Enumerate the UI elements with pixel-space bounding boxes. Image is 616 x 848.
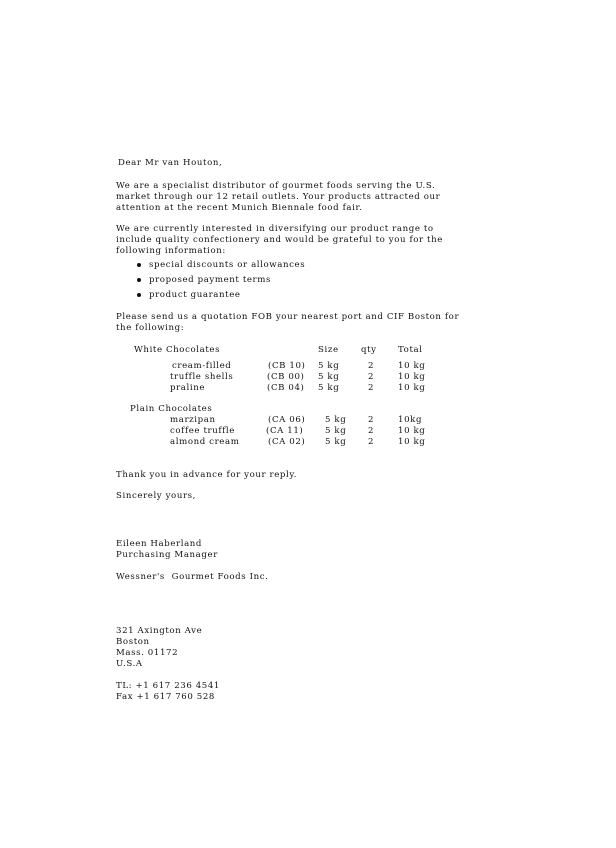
product-qty: 2 bbox=[368, 372, 375, 382]
bullet-item: product guarantee bbox=[149, 290, 241, 300]
product-total: 10kg bbox=[398, 415, 423, 425]
product-name: cream-filled bbox=[172, 361, 232, 371]
product-name: marzipan bbox=[170, 415, 216, 425]
paragraph-intro-line-2: market through our 12 retail outlets. Your products attracted our bbox=[116, 192, 441, 202]
product-qty: 2 bbox=[368, 361, 375, 371]
bullet-item: proposed payment terms bbox=[149, 275, 272, 285]
product-total: 10 kg bbox=[398, 383, 426, 393]
column-header-product: White Chocolates bbox=[134, 345, 221, 355]
column-header-qty: qty bbox=[361, 345, 377, 355]
table-row bbox=[0, 383, 616, 394]
table-header-row bbox=[0, 345, 616, 356]
closing: Sincerely yours, bbox=[116, 491, 197, 501]
paragraph-interest-line-3: following information: bbox=[116, 246, 226, 256]
thanks-line: Thank you in advance for your reply. bbox=[116, 470, 298, 480]
product-size: 5 kg bbox=[318, 372, 340, 382]
paragraph-quotation-line-2: the following: bbox=[116, 323, 185, 333]
column-header-total: Total bbox=[398, 345, 423, 355]
product-code: (CA 11) bbox=[266, 426, 304, 436]
table-row bbox=[0, 372, 616, 383]
product-total: 10 kg bbox=[398, 361, 426, 371]
signer-title: Purchasing Manager bbox=[116, 550, 218, 560]
product-name: almond cream bbox=[170, 437, 240, 447]
product-size: 5 kg bbox=[318, 383, 340, 393]
signer-name: Eileen Haberland bbox=[116, 539, 203, 549]
address-line: Boston bbox=[116, 637, 150, 647]
product-name: truffle shells bbox=[170, 372, 234, 382]
paragraph-intro-line-1: We are a specialist distributor of gourmet foods serving the U.S. bbox=[116, 181, 436, 191]
product-total: 10 kg bbox=[398, 426, 426, 436]
product-code: (CA 06) bbox=[268, 415, 306, 425]
bullet-icon bbox=[137, 278, 141, 282]
table-row bbox=[0, 415, 616, 426]
product-size: 5 kg bbox=[325, 426, 347, 436]
product-code: (CB 00) bbox=[267, 372, 305, 382]
paragraph-interest-line-1: We are currently interested in diversifying our product range to bbox=[116, 224, 434, 234]
product-code: (CB 04) bbox=[267, 383, 305, 393]
product-size: 5 kg bbox=[325, 437, 347, 447]
product-qty: 2 bbox=[368, 437, 375, 447]
bullet-item: special discounts or allowances bbox=[149, 260, 306, 270]
product-name: coffee truffle bbox=[170, 426, 235, 436]
paragraph-quotation-line-1: Please send us a quotation FOB your nearest port and CIF Boston for bbox=[116, 312, 460, 322]
address-line: U.S.A bbox=[116, 659, 143, 669]
company-name: Wessner's Gourmet Foods Inc. bbox=[116, 572, 269, 582]
product-qty: 2 bbox=[368, 415, 375, 425]
address-line: Mass. 01172 bbox=[116, 648, 179, 658]
table-row bbox=[0, 426, 616, 437]
product-qty: 2 bbox=[368, 383, 375, 393]
paragraph-intro-line-3: attention at the recent Munich Biennale food fair. bbox=[116, 203, 363, 213]
column-header-size: Size bbox=[318, 345, 339, 355]
table-row bbox=[0, 361, 616, 372]
product-code: (CB 10) bbox=[268, 361, 306, 371]
bullet-icon bbox=[137, 263, 141, 267]
paragraph-interest-line-2: include quality confectionery and would be grateful to you for the bbox=[116, 235, 443, 245]
product-code: (CA 02) bbox=[268, 437, 306, 447]
table-row bbox=[0, 437, 616, 448]
product-name: praline bbox=[170, 383, 206, 393]
product-size: 5 kg bbox=[318, 361, 340, 371]
fax-number: Fax +1 617 760 528 bbox=[116, 692, 215, 702]
product-qty: 2 bbox=[368, 426, 375, 436]
address-line: 321 Axington Ave bbox=[116, 626, 203, 636]
salutation: Dear Mr van Houton, bbox=[118, 158, 223, 168]
phone-number: TL: +1 617 236 4541 bbox=[116, 681, 221, 691]
section-heading-plain-chocolates: Plain Chocolates bbox=[130, 404, 213, 414]
product-total: 10 kg bbox=[398, 372, 426, 382]
product-size: 5 kg bbox=[325, 415, 347, 425]
bullet-icon bbox=[137, 293, 141, 297]
product-total: 10 kg bbox=[398, 437, 426, 447]
